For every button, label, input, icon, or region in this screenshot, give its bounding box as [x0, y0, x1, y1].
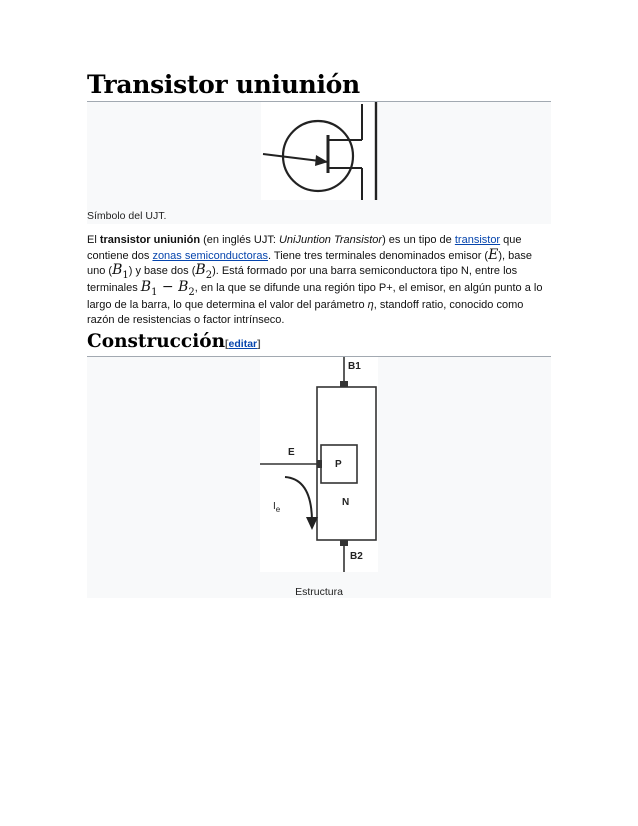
ujt-symbol-diagram [261, 102, 378, 200]
label-p: P [335, 459, 342, 470]
edit-link[interactable]: editar [228, 338, 258, 350]
math-symbol: B [112, 262, 123, 278]
math-subscript: 1 [151, 286, 158, 298]
section-title: Construcción [87, 331, 226, 352]
math-subscript: 2 [188, 286, 195, 298]
math-b1-minus-b2 [140, 278, 195, 298]
figure-ujt-structure [87, 357, 551, 598]
text-run: que contiene dos [87, 234, 522, 262]
ujt-structure-diagram [260, 357, 378, 572]
bold-term: transistor uniunión [99, 234, 201, 246]
label-ie [273, 501, 281, 514]
figure-caption: Símbolo del UJT. [87, 210, 167, 222]
label-ie-sub: e [275, 505, 281, 514]
math-operator: − [157, 278, 179, 295]
text-run: ) y base dos ( [128, 265, 196, 277]
label-b1: B1 [348, 361, 361, 372]
figure-caption: Estructura [295, 586, 343, 598]
math-b1 [112, 262, 129, 281]
ujt-structure-image [260, 357, 378, 572]
label-e: E [288, 447, 295, 458]
math-symbol: B [178, 278, 189, 295]
label-ie-main: I [273, 501, 276, 512]
math-subscript: 2 [205, 269, 213, 281]
label-b2: B2 [350, 551, 363, 562]
edit-section [225, 338, 261, 350]
text-run: , standoff ratio, conocido como razón de resistencias o factor intrínseco. [87, 298, 524, 327]
text-run: . Tiene tres terminales denominados emisor ( [268, 249, 489, 262]
math-subscript: 1 [122, 269, 129, 281]
math-e: E [488, 246, 499, 263]
text-run: , en la que se difunde una región tipo P+, el emisor, en algún punto a lo largo de la barra, lo que determina el valor del parámetro [87, 281, 543, 311]
label-n: N [342, 497, 350, 508]
ujt-symbol-image [261, 102, 378, 200]
page-title: Transistor uniunión [87, 70, 360, 99]
section-heading-construccion [87, 331, 261, 352]
text-run: (en inglés UJT: [200, 234, 279, 246]
text-run: ) es un tipo de [382, 234, 455, 246]
math-symbol: B [140, 278, 152, 295]
intro-paragraph [87, 233, 551, 329]
math-symbol: B [195, 262, 206, 278]
text-run: ). Está formado por una barra semiconductora tipo N, entre los terminales [87, 265, 518, 294]
figure-ujt-symbol [87, 102, 551, 224]
edit-bracket: [ [225, 338, 229, 350]
math-eta: η [367, 298, 374, 311]
link-transistor[interactable]: transistor [454, 234, 501, 246]
math-b2 [195, 262, 213, 281]
text-run: ), base uno ( [87, 249, 532, 277]
text-run: El [87, 234, 100, 246]
link-zonas-semiconductoras[interactable]: zonas semiconductoras [152, 249, 268, 262]
italic-term: UniJuntion Transistor [278, 234, 383, 246]
edit-bracket: ] [257, 338, 261, 350]
